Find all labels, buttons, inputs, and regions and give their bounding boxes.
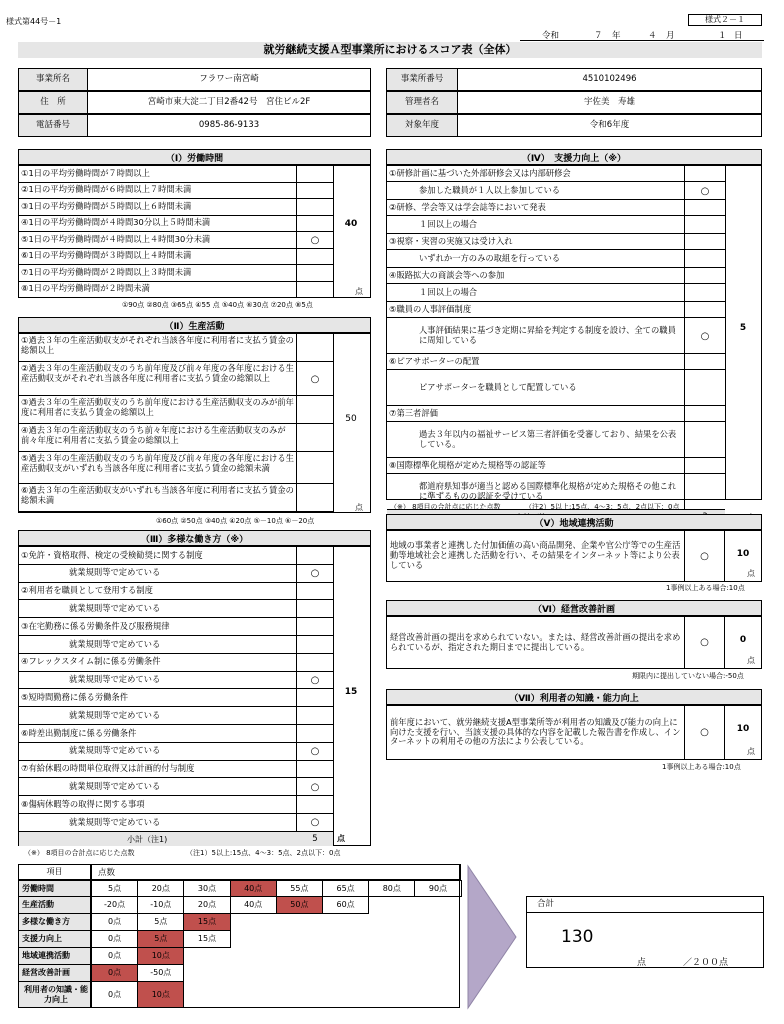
summary-cell: 10点 <box>137 981 184 1008</box>
sec3-mark-line <box>297 706 333 707</box>
sec4-item: ⑤職員の人事評価制度 <box>387 302 685 318</box>
sec4-item: 参加した職員が１人以上参加している <box>387 182 685 200</box>
sec4-item: ④販路拡大の商談会等への参加 <box>387 268 685 284</box>
sec7-score: 10 <box>736 724 750 734</box>
sec1-mark: ○ <box>310 234 320 246</box>
info_left-label: 事業所名 <box>18 68 88 91</box>
sec1-item: ⑤1日の平均労働時間が４時間以上４時間30分未満 <box>19 232 297 249</box>
sec1-unit: 点 <box>355 287 363 296</box>
sec1-item: ③1日の平均労働時間が５時間以上６時間未満 <box>19 199 297 216</box>
sec3-table <box>18 546 371 846</box>
sec4-item: ⑦第三者評価 <box>387 406 685 422</box>
form-id-right: 様式２－１ <box>688 14 762 26</box>
sec3-mark: ○ <box>310 781 320 793</box>
sec2-score: 50 <box>345 414 357 424</box>
sec3-mark: ○ <box>310 568 320 580</box>
sec6-score: 0 <box>739 635 747 645</box>
info_left-label: 住 所 <box>18 91 88 114</box>
sec4-item: ⑧国際標準化規格が定めた規格等の認証等 <box>387 458 685 474</box>
sec3-mark: ○ <box>310 746 320 758</box>
summary-row-label: 利用者の知識・能力向上 <box>18 981 91 1008</box>
sec4-title: （Ⅳ） 支援力向上（※） <box>386 149 762 165</box>
sec3-subtotal: 5 <box>312 833 318 844</box>
sec2-item: ①過去３年の生産活動収支がそれぞれ当該各年度に利用者に支払う賃金の総額以上 <box>19 334 297 362</box>
sec4-mark-line <box>685 457 725 458</box>
sec1-item: ⑧1日の平均労働時間が２時間未満 <box>19 282 297 299</box>
sec3-title: （Ⅲ）多様な働き方（※） <box>18 530 371 546</box>
sec5-note: 1事例以上ある場合:10点 <box>666 584 745 592</box>
summary-row-label: 生産活動 <box>18 896 91 914</box>
sec4-item: ⑥ピアサポーターの配置 <box>387 354 685 370</box>
summary-cell: 20点 <box>137 880 184 897</box>
info_right-label: 対象年度 <box>386 114 458 137</box>
sec2-item: ②過去３年の生産活動収支のうち前年度及び前々年度の各年度における生産活動収支がそれぞれ当該各年度に利用者に支払う賃金の総額以上 <box>19 362 297 396</box>
sec5-unit: 点 <box>747 569 755 578</box>
sec3-note-left: （※） 8項目の合計点に応じた点数 <box>24 849 135 857</box>
summary-col1: 項目 <box>18 864 91 880</box>
arrow-shape <box>468 866 516 1008</box>
sec2-mark-line <box>297 423 333 424</box>
summary-cell: 0点 <box>91 981 138 1008</box>
total-unit: 点 <box>637 958 647 968</box>
info_right-label: 管理者名 <box>386 91 458 114</box>
sec3-mark-line <box>297 635 333 636</box>
sec3-mark: ○ <box>310 817 320 829</box>
sec4-item: １回以上の場合 <box>387 216 685 234</box>
summary-row-label: 多様な働き方 <box>18 913 91 931</box>
sec4-mark-line <box>685 301 725 302</box>
summary-cell: 15点 <box>183 913 230 931</box>
sec4-mark-line <box>685 215 725 216</box>
sec4-mark-line <box>685 421 725 422</box>
sec1-mark-line <box>297 281 333 282</box>
summary-cell: 40点 <box>230 896 277 914</box>
sec3-item: 就業規則等で定めている <box>19 814 297 832</box>
sec1-item: ④1日の平均労働時間が４時間30分以上５時間未満 <box>19 216 297 233</box>
sec1-item: ①1日の平均労働時間が７時間以上 <box>19 166 297 183</box>
sec4-item: ②研修、学会等又は学会誌等において発表 <box>387 200 685 216</box>
summary-table <box>18 864 460 1008</box>
date-line <box>520 29 764 41</box>
sec6-unit: 点 <box>747 656 755 665</box>
sec6-title: （Ⅵ）経営改善計画 <box>386 600 762 616</box>
summary-cell: 60点 <box>322 896 369 914</box>
sec4-note: （※） 8項目の合計点に応じた点数 （注2）5以上:15点、4～3：5点、2点以下：0点 <box>390 503 680 511</box>
sec1-item: ⑥1日の平均労働時間が３時間以上４時間未満 <box>19 249 297 266</box>
form-id-left: 様式第44号－1 <box>6 17 62 26</box>
summary-row-label: 経営改善計画 <box>18 964 91 982</box>
date-day-unit: 日 <box>734 31 743 41</box>
summary-cell: 0点 <box>91 947 138 965</box>
sec6-text: 経営改善計画の提出を求められていない。または、経営改善計画の提出を求められているが、指定された期日までに提出している。 <box>387 617 685 668</box>
sec3-item: ②利用者を職員として登用する制度 <box>19 583 297 601</box>
date-month-unit: 月 <box>666 31 675 41</box>
sec3-item: ④フレックスタイム制に係る労働条件 <box>19 654 297 672</box>
sec2-mark: ○ <box>310 373 320 385</box>
sec3-item: 就業規則等で定めている <box>19 600 297 618</box>
info_right-label: 事業所番号 <box>386 68 458 91</box>
sec3-subtotal-row <box>19 832 333 846</box>
sec3-item: ⑦有給休暇の時間単位取得又は計画的付与制度 <box>19 761 297 779</box>
sec2-item: ⑤過去３年の生産活動収支のうち前年度及び前々年度の各年度における生産活動収支がいずれも当該各年度に利用者に支払う賃金の総額未満 <box>19 452 297 484</box>
sec7-mark: ○ <box>685 706 725 759</box>
summary-cell: 55点 <box>276 880 323 897</box>
info_left-value: フラワー南宮崎 <box>87 68 371 91</box>
sec2-unit: 点 <box>355 503 363 512</box>
total-value: 130 <box>561 927 594 947</box>
sec7-text: 前年度において、就労継続支援A型事業所等が利用者の知識及び能力の向上に向けた支援を行い、当該支援の具体的な内容を記載した報告書を作成し、インターネットの利用その他の方法により公表している。 <box>387 706 685 759</box>
sec3-mark: ○ <box>310 674 320 686</box>
sec4-score: 5 <box>739 323 747 333</box>
sec2-table <box>18 333 371 513</box>
sec4-item: 過去３年以内の福祉サービス第三者評価を受審しており、結果を公表している。 <box>387 422 685 458</box>
sec4-item: ①研修計画に基づいた外部研修会又は内部研修会 <box>387 166 685 182</box>
sec3-item: 就業規則等で定めている <box>19 707 297 725</box>
sec4-item: 都道府県知事が適当と認める国際標準化規格が定めた規格その他これに準ずるものの認証を受けている <box>387 474 685 510</box>
sec2-item: ③過去３年の生産活動収支のうち前年度における生産活動収支のみが前年度に利用者に支払う賃金の総額以上 <box>19 396 297 424</box>
info_left-value: 宮崎市東大淀二丁目2番42号 宮住ビル2F <box>87 91 371 114</box>
sec4-mark-line <box>685 283 725 284</box>
sec4-mark: ○ <box>700 185 710 197</box>
sec3-item: ③在宅勤務に係る労働条件及び服務規律 <box>19 618 297 636</box>
sec3-note-right: （注1）5以上:15点、4～3：5点、2点以下：0点 <box>186 849 341 857</box>
sec1-mark-line <box>297 264 333 265</box>
sec1-item: ②1日の平均労働時間が６時間以上７時間未満 <box>19 183 297 200</box>
sec3-item: ①免許・資格取得、検定の受検勧奨に関する制度 <box>19 547 297 565</box>
sec1-mark-line <box>297 182 333 183</box>
sec3-mark-line <box>297 653 333 654</box>
sec6-mark: ○ <box>685 617 725 668</box>
sec2-item: ④過去３年の生産活動収支のうち前々年度における生産活動収支のみが前々年度に利用者に支払う賃金の総額以上 <box>19 424 297 452</box>
info_right-value: 宇佐美 寿雄 <box>457 91 762 114</box>
sec4-item: 人事評価結果に基づき定期に昇給を判定する制度を設け、全ての職員に周知している <box>387 318 685 354</box>
summary-cell: 5点 <box>137 930 184 948</box>
sec1-score: 40 <box>344 219 358 229</box>
sec5-mark: ○ <box>685 531 725 581</box>
summary-cell: 30点 <box>183 880 230 897</box>
summary-cell: -10点 <box>137 896 184 914</box>
summary-cell: 90点 <box>414 880 461 897</box>
summary-cell: 0点 <box>91 964 138 982</box>
sec3-item: 就業規則等で定めている <box>19 636 297 654</box>
sec1-title: （Ⅰ）労働時間 <box>18 149 371 165</box>
sec3-item: 就業規則等で定めている <box>19 743 297 761</box>
sec1-note: ①90点 ②80点 ③65点 ④55 点 ⑤40点 ⑥30点 ⑦20点 ⑧5点 <box>122 301 313 309</box>
summary-row-label: 労働時間 <box>18 880 91 897</box>
sec2-item: ⑥過去３年の生産活動収支がいずれも当該各年度に利用者に支払う賃金の総額未満 <box>19 484 297 512</box>
sec3-mark-line <box>297 617 333 618</box>
date-day: １ <box>718 31 727 41</box>
sec4-mark-line <box>685 249 725 250</box>
info_right-value: 4510102496 <box>457 68 762 91</box>
sec1-mark-line <box>297 297 333 298</box>
sec2-mark-line <box>297 483 333 484</box>
total-box <box>526 896 764 968</box>
sec7-note: 1事例以上ある場合:10点 <box>662 763 741 771</box>
sec3-item: ⑧傷病休暇等の取得に関する事項 <box>19 796 297 814</box>
sec3-item: ⑤短時間勤務に係る労働条件 <box>19 689 297 707</box>
summary-cell: 15点 <box>183 930 230 948</box>
total-max: ／２００点 <box>683 958 729 968</box>
sec4-mark-line <box>685 369 725 370</box>
summary-cell: -50点 <box>137 964 184 982</box>
date-month: ４ <box>648 31 657 41</box>
sec2-title: （Ⅱ）生産活動 <box>18 317 371 333</box>
summary-cell: 0点 <box>91 930 138 948</box>
summary-cell: 0点 <box>91 913 138 931</box>
summary-cell: 5点 <box>91 880 138 897</box>
sec1-table <box>18 165 371 298</box>
page-title: 就労継続支援Ａ型事業所におけるスコア表（全体） <box>18 42 762 58</box>
sec3-mark-line <box>297 724 333 725</box>
sec3-item: 就業規則等で定めている <box>19 778 297 796</box>
sec2-note: ①60点 ②50点 ③40点 ④20点 ⑤－10点 ⑥－20点 <box>156 517 315 525</box>
summary-cell: 65点 <box>322 880 369 897</box>
sec4-mark-line <box>685 267 725 268</box>
summary-cell: 40点 <box>230 880 277 897</box>
sec3-item: ⑥時差出勤制度に係る労働条件 <box>19 725 297 743</box>
summary-col2: 点数 <box>91 864 461 880</box>
info_left-label: 電話番号 <box>18 114 88 137</box>
sec3-subtotal-label: 小計（注1) <box>127 834 168 844</box>
sec4-mark-line <box>685 233 725 234</box>
summary-cell: -20点 <box>91 896 138 914</box>
sec2-mark-line <box>297 451 333 452</box>
sec1-mark-line <box>297 198 333 199</box>
sec4-mark-line <box>685 405 725 406</box>
date-era: 令和 <box>542 31 560 41</box>
sec3-item: 就業規則等で定めている <box>19 672 297 690</box>
sec3-score: 15 <box>344 687 358 697</box>
sec5-text: 地域の事業者と連携した付加価値の高い商品開発、企業や官公庁等での生産活動等地域社会と連携した活動を行い、その結果をインターネット等により公表している <box>387 531 685 581</box>
sec7-title: （Ⅶ）利用者の知識・能力向上 <box>386 689 762 705</box>
date-year: ７ <box>594 31 603 41</box>
sec6-note: 期限内に提出していない場合:-50点 <box>632 672 744 680</box>
sec4-mark-line <box>685 473 725 474</box>
sec3-unit: 点 <box>337 834 345 843</box>
summary-cell: 5点 <box>137 913 184 931</box>
sec5-table <box>386 530 762 582</box>
total-label: 合計 <box>527 897 763 913</box>
sec4-item: ピアサポーターを職員として配置している <box>387 370 685 406</box>
summary-cell: 50点 <box>276 896 323 914</box>
summary-row-label: 地域連携活動 <box>18 947 91 965</box>
info_right-value: 令和6年度 <box>457 114 762 137</box>
summary-cell: 10点 <box>137 947 184 965</box>
summary-row-label: 支援力向上 <box>18 930 91 948</box>
sec5-title: （Ⅴ）地域連携活動 <box>386 514 762 530</box>
sec4-item: ③視察・実習の実施又は受け入れ <box>387 234 685 250</box>
summary-cell: 20点 <box>183 896 230 914</box>
sec3-item: 就業規則等で定めている <box>19 565 297 583</box>
sec7-table <box>386 705 762 760</box>
sec3-mark-line <box>297 599 333 600</box>
sec4-item: いずれか一方のみの取組を行っている <box>387 250 685 268</box>
sec5-score: 10 <box>736 549 750 559</box>
sec4-mark: ○ <box>700 330 710 342</box>
sec1-item: ⑦1日の平均労働時間が２時間以上３時間未満 <box>19 265 297 282</box>
sec4-item: １回以上の場合 <box>387 284 685 302</box>
arrow-right-icon <box>466 864 518 1010</box>
summary-cell: 80点 <box>368 880 415 897</box>
sec4-table <box>386 165 762 500</box>
sec7-unit: 点 <box>747 747 755 756</box>
sec2-mark-line <box>297 511 333 512</box>
date-year-unit: 年 <box>612 31 621 41</box>
info_left-value: 0985-86-9133 <box>87 114 371 137</box>
sec6-table <box>386 616 762 669</box>
sec1-mark-line <box>297 215 333 216</box>
